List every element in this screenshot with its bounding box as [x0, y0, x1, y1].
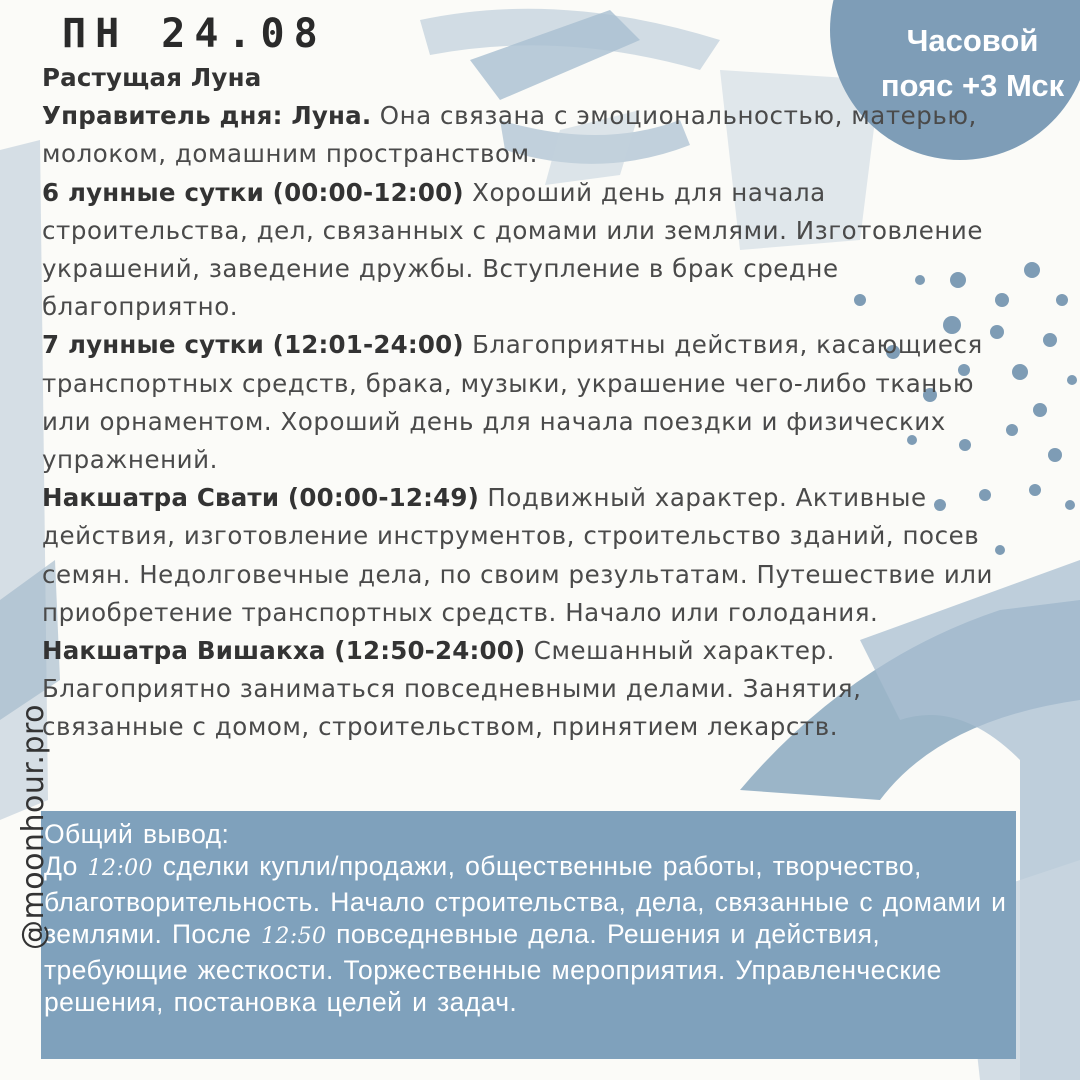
date-title: ПН 24.08: [62, 11, 327, 57]
watermark-handle: @moonhour.pro: [16, 703, 51, 950]
section-day-ruler: [42, 97, 1002, 173]
summary-text-part: сделки купли/продажи, общественные работы, творчество, благотворительность. Начало строительства, дела, связанные с домами и землями. После: [44, 851, 1007, 950]
summary-text-part: повседневные дела. Решения и действия, требующие жесткости. Торжественные мероприятия. Управленческие решения, постановка целей и задач.: [44, 919, 942, 1018]
section-text: Благоприятны действия, касающиеся транспортных средств, брака, музыки, украшение чего-либо тканью или орнаментом. Хороший день для начала поездки и физических упражнений.: [42, 330, 983, 475]
moon-phase: [42, 59, 1002, 97]
summary-time: 12:50: [260, 924, 327, 950]
summary-text-part: До: [44, 851, 88, 882]
section-heading: Накшатра Свати (00:00-12:49): [42, 483, 480, 513]
section-lunar-day-7: [42, 326, 1002, 479]
section-nakshatra-vishakha: [42, 632, 1002, 747]
section-heading: 6 лунные сутки (00:00-12:00): [42, 177, 464, 207]
section-heading: 7 лунные сутки (12:01-24:00): [42, 330, 464, 360]
section-nakshatra-svati: [42, 479, 1002, 632]
timezone-line-2: пояс +3 Мск: [880, 68, 1065, 103]
summary-text: [44, 818, 1009, 1018]
section-text: Подвижный характер. Активные действия, изготовление инструментов, строительство зданий, посев семян. Недолговечные дела, по своим результатам. Путешествие или приобретение транспортных средств. Начало или голодания.: [42, 483, 993, 627]
moon-phase-label: Растущая Луна: [42, 63, 262, 92]
forecast-text: [42, 59, 1002, 747]
section-text: Она связана с эмоциональностью, матерью, молоком, домашним пространством.: [42, 101, 977, 169]
section-heading: Управитель дня: Луна.: [42, 101, 372, 131]
summary-title: Общий вывод:: [44, 819, 230, 849]
section-text: Хороший день для начала строительства, дел, связанных с домами или землями. Изготовление украшений, заведение дружбы. Вступление в брак средне благоприятно.: [42, 177, 984, 322]
section-text: Смешанный характер. Благоприятно заниматься повседневными делами. Занятия, связанные с домом, строительством, принятием лекарств.: [42, 636, 862, 742]
section-lunar-day-6: [42, 174, 1002, 327]
timezone-label: [860, 18, 1080, 108]
summary-time: 12:00: [87, 856, 153, 882]
timezone-line-1: Часовой: [906, 23, 1039, 58]
section-heading: Накшатра Вишакха (12:50-24:00): [42, 636, 526, 666]
summary-body: [44, 850, 1009, 1018]
